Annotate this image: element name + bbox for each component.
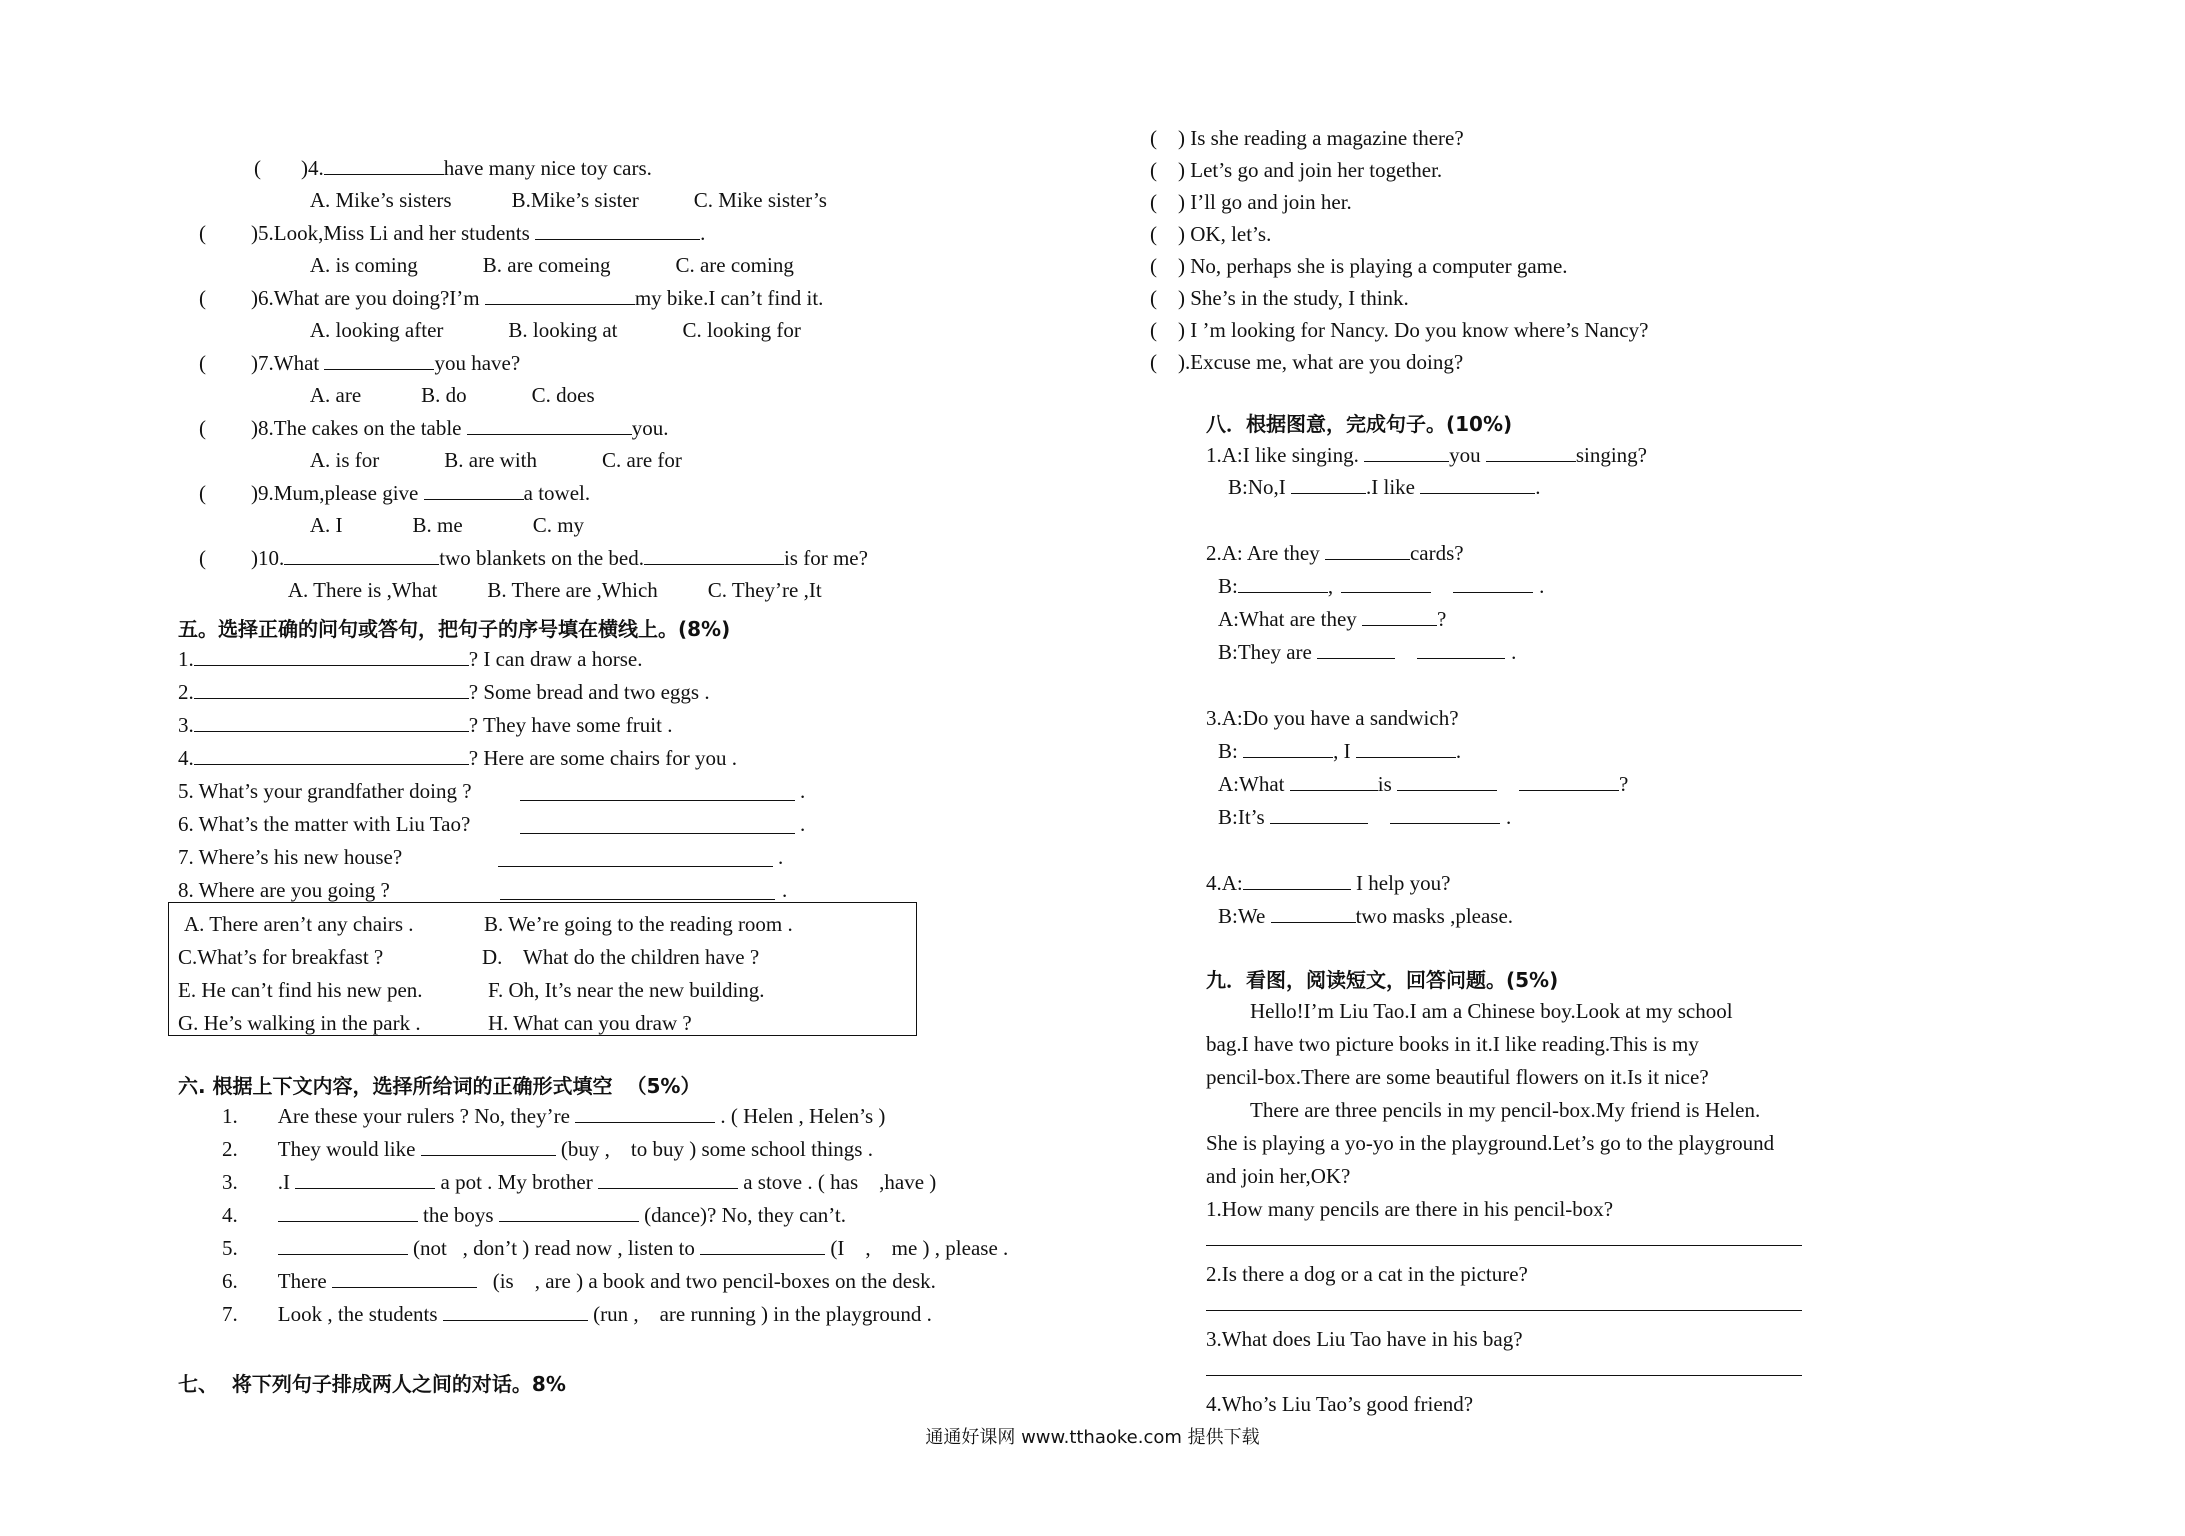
answer-blank[interactable] (1362, 605, 1437, 626)
dialogue-item-4: ( ) OK, let’s. (1150, 222, 1272, 246)
option-a: A. is for (309, 448, 380, 472)
question-number: 5. (222, 1236, 238, 1260)
period: . (778, 845, 784, 869)
dialogue-item-6: ( ) She’s in the study, I think. (1150, 286, 1409, 310)
answer-blank[interactable] (1397, 770, 1497, 791)
question-text-end: you. (631, 416, 669, 440)
passage-line-3: pencil-box.There are some beautiful flowers on it.Is it nice? (1206, 1065, 1709, 1089)
answer-blank[interactable] (1341, 572, 1431, 593)
box-option-g: G. He’s walking in the park . (178, 1011, 421, 1035)
s5-question-6 (178, 809, 470, 839)
s8-q4-a (1206, 868, 1450, 898)
passage-line-4: There are three pencils in my pencil-box.My friend is Helen. (1250, 1098, 1761, 1122)
question-number: 1. (178, 647, 194, 671)
answer-blank[interactable] (1356, 737, 1456, 758)
question-number: )10. (251, 546, 285, 570)
question-number: )9. (251, 481, 274, 505)
box-option-e: E. He can’t find his new pen. (178, 978, 423, 1002)
box-option-c: C.What’s for breakfast ? (178, 945, 384, 969)
question-number: )5. (251, 221, 274, 245)
paren: ( (199, 351, 206, 375)
period: . (800, 779, 806, 803)
answer-blank[interactable] (1364, 441, 1449, 462)
question-text: two blankets on the bed. (439, 546, 644, 570)
text: . (1511, 640, 1517, 664)
s8-q1-a (1206, 440, 1647, 470)
question-text: Where’s his new house? (198, 845, 403, 869)
dialogue-item-5: ( ) No, perhaps she is playing a computer game. (1150, 254, 1568, 278)
question-number: 7. (222, 1302, 238, 1326)
answer-blank[interactable] (278, 1234, 408, 1255)
text: 1.A:I like singing. (1206, 443, 1365, 467)
question-number: 2. (178, 680, 194, 704)
s5-question-7 (178, 842, 402, 872)
question-number: 1. (222, 1104, 238, 1128)
question-text-end: . (700, 221, 706, 245)
box-option-b: B. We’re going to the reading room . (484, 912, 793, 936)
question-number: )7. (251, 351, 274, 375)
text: I help you? (1350, 871, 1451, 895)
answer-blank[interactable] (575, 1102, 715, 1123)
text: . (1505, 805, 1512, 829)
s9-answer-1[interactable] (1206, 1245, 1802, 1246)
question-text: What (273, 351, 325, 375)
question-number: 7. (178, 845, 194, 869)
paren: ( (199, 286, 206, 310)
question-text-mid: a pot . My brother (435, 1170, 598, 1194)
paren: ( (199, 546, 206, 570)
question-number: )8. (251, 416, 274, 440)
option-b: B. are with (444, 448, 537, 472)
s8-q2-c (1218, 604, 1446, 634)
text: . (1455, 739, 1462, 763)
question-number: 3. (178, 713, 194, 737)
s8-q4-b (1218, 901, 1513, 931)
passage-line-6: and join her,OK? (1206, 1164, 1351, 1188)
answer-blank[interactable] (1390, 803, 1500, 824)
s6-question-1 (222, 1101, 885, 1131)
question-number: 4. (178, 746, 194, 770)
paren: ( (254, 156, 261, 180)
text: . (1539, 574, 1545, 598)
text: .I like (1366, 475, 1421, 499)
question-text-end: . ( Helen , Helen’s ) (715, 1104, 886, 1128)
s5-question-3 (178, 710, 672, 740)
s5-question-1 (178, 644, 643, 674)
question-text: Where are you going ? (198, 878, 390, 902)
option-a: A. is coming (309, 253, 418, 277)
section-8-title: 八．根据图意，完成句子。(10%) (1206, 412, 1513, 436)
question-number: )6. (251, 286, 274, 310)
question-text-end: a stove . ( has ,have ) (737, 1170, 937, 1194)
text: two masks ,please. (1355, 904, 1514, 928)
section-5-title: 五。选择正确的问句或答句，把句子的序号填在横线上。(8%) (178, 617, 731, 641)
s5-answer-6[interactable] (520, 833, 795, 834)
s6-question-4 (222, 1200, 846, 1230)
s5-answer-7[interactable] (498, 866, 773, 867)
text: is (1377, 772, 1397, 796)
question-text-end: (buy , to buy ) some school things . (555, 1137, 873, 1161)
dialogue-item-3: ( ) I’ll go and join her. (1150, 190, 1352, 214)
dialogue-item-7: ( ) I ’m looking for Nancy. Do you know where’s Nancy? (1150, 318, 1649, 342)
option-c: C. does (531, 383, 595, 407)
s5-answer-8[interactable] (500, 899, 775, 900)
text: cards? (1409, 541, 1464, 565)
question-number: 6. (178, 812, 194, 836)
question-text: What’s your grandfather doing ? (198, 779, 472, 803)
passage-line-2: bag.I have two picture books in it.I like reading.This is my (1206, 1032, 1699, 1056)
answer-blank[interactable] (1271, 902, 1356, 923)
passage-line-5: She is playing a yo-yo in the playground.Let’s go to the playground (1206, 1131, 1775, 1155)
s8-q3-c (1218, 769, 1628, 799)
s8-q3-b (1218, 736, 1461, 766)
question-text-end: (run , are running ) in the playground . (587, 1302, 932, 1326)
text: you (1449, 443, 1486, 467)
question-text-end: you have? (434, 351, 521, 375)
question-text: have many nice toy cars. (443, 156, 652, 180)
passage-line-1: Hello!I’m Liu Tao.I am a Chinese boy.Look at my school (1250, 999, 1733, 1023)
answer-blank[interactable] (1291, 473, 1366, 494)
text: . (1535, 475, 1541, 499)
s6-question-5 (222, 1233, 1008, 1263)
option-b: B. me (412, 513, 463, 537)
question-number: )4. (301, 156, 324, 180)
s9-question-3: 3.What does Liu Tao have in his bag? (1206, 1327, 1523, 1351)
paren: ( (199, 481, 206, 505)
section-6-title: 六. 根据上下文内容，选择所给词的正确形式填空 （5%） (178, 1074, 701, 1098)
text: ? (1619, 772, 1629, 796)
answer-blank[interactable] (194, 744, 469, 765)
question-text: .I (277, 1170, 296, 1194)
question-number: 4. (222, 1203, 238, 1227)
answer-blank[interactable] (278, 1201, 418, 1222)
answer-blank[interactable] (1238, 572, 1328, 593)
question-number: 8. (178, 878, 194, 902)
s5-answer-5[interactable] (520, 800, 795, 801)
question-text-mid: the boys (417, 1203, 499, 1227)
box-option-a: A. There aren’t any chairs . (184, 912, 414, 936)
question-text: The cakes on the table (273, 416, 467, 440)
answer-blank[interactable] (1243, 737, 1333, 758)
period: . (782, 878, 788, 902)
answer-blank[interactable] (1317, 638, 1395, 659)
question-number: 3. (222, 1170, 238, 1194)
question-number: 5. (178, 779, 194, 803)
answer-blank[interactable] (295, 1168, 435, 1189)
question-text-end: is for me? (783, 546, 868, 570)
option-a: A. I (309, 513, 343, 537)
answer-blank[interactable] (421, 1135, 556, 1156)
option-a: A. There is ,What (287, 578, 438, 602)
s8-q2-d (1218, 637, 1516, 667)
s5-question-2 (178, 677, 710, 707)
box-option-h: H. What can you draw ? (488, 1011, 692, 1035)
answer-blank[interactable] (1270, 803, 1368, 824)
text: , (1327, 574, 1334, 598)
answer-blank[interactable] (1243, 869, 1351, 890)
question-number: 6. (222, 1269, 238, 1293)
s5-question-5 (178, 776, 472, 806)
s6-question-6 (222, 1266, 936, 1296)
answer-blank[interactable] (1417, 638, 1505, 659)
text: B: (1218, 739, 1244, 763)
s8-q2-a (1206, 538, 1464, 568)
option-b: B. do (421, 383, 467, 407)
s6-question-7 (222, 1299, 932, 1329)
text: ? (1437, 607, 1447, 631)
question-text-end: (I , me ) , please . (825, 1236, 1009, 1260)
period: . (800, 812, 806, 836)
question-text: Look,Miss Li and her students (273, 221, 536, 245)
text: 4.A: (1206, 871, 1243, 895)
s8-q2-b (1218, 571, 1544, 601)
question-text: Look , the students (277, 1302, 443, 1326)
question-text: What’s the matter with Liu Tao? (198, 812, 471, 836)
answer-blank-2[interactable] (700, 1234, 825, 1255)
question-text: There (277, 1269, 332, 1293)
answer-blank[interactable] (1453, 572, 1533, 593)
option-c: C. are for (602, 448, 682, 472)
s9-answer-2[interactable] (1206, 1310, 1802, 1311)
option-a: A. are (309, 383, 362, 407)
s8-q3-d (1218, 802, 1511, 832)
text: B: (1218, 574, 1238, 598)
text: B:No,I (1228, 475, 1291, 499)
question-text-end: my bike.I can’t find it. (634, 286, 824, 310)
option-b: B.Mike’s sister (511, 188, 639, 212)
s6-question-3 (222, 1167, 936, 1197)
question-text: Are these your rulers ? No, they’re (277, 1104, 576, 1128)
s8-q1-b (1228, 472, 1540, 502)
option-b: B. There are ,Which (487, 578, 658, 602)
answer-blank[interactable] (1519, 770, 1619, 791)
question-number: 2. (222, 1137, 238, 1161)
option-a: A. looking after (309, 318, 444, 342)
option-c: C. looking for (682, 318, 801, 342)
dialogue-item-2: ( ) Let’s go and join her together. (1150, 158, 1443, 182)
s6-question-2 (222, 1134, 873, 1164)
s5-question-8 (178, 875, 390, 905)
answer-blank[interactable] (194, 711, 469, 732)
question-text: ? I can draw a horse. (468, 647, 643, 671)
text: singing? (1575, 443, 1647, 467)
question-text: Mum,please give (273, 481, 424, 505)
question-text-mid: (not , don’t ) read now , listen to (407, 1236, 701, 1260)
question-text: ? They have some fruit . (468, 713, 673, 737)
option-c: C. are coming (675, 253, 794, 277)
text: A:What (1218, 772, 1290, 796)
paren: ( (199, 416, 206, 440)
dialogue-item-1: ( ) Is she reading a magazine there? (1150, 126, 1464, 150)
answer-blank-2[interactable] (598, 1168, 738, 1189)
answer-blank[interactable] (1486, 441, 1576, 462)
s9-question-2: 2.Is there a dog or a cat in the picture? (1206, 1262, 1528, 1286)
dialogue-item-8: ( ).Excuse me, what are you doing? (1150, 350, 1464, 374)
answer-blank[interactable] (194, 678, 469, 699)
question-text: They would like (277, 1137, 421, 1161)
option-b: B. looking at (508, 318, 618, 342)
option-c: C. my (532, 513, 585, 537)
answer-blank[interactable] (194, 645, 469, 666)
answer-blank[interactable] (1325, 539, 1410, 560)
answer-blank[interactable] (332, 1267, 477, 1288)
s9-answer-3[interactable] (1206, 1375, 1802, 1376)
s9-question-1: 1.How many pencils are there in his pencil-box? (1206, 1197, 1614, 1221)
section-9-title: 九．看图，阅读短文，回答问题。(5%) (1206, 968, 1559, 992)
question-text: ? Here are some chairs for you . (468, 746, 737, 770)
answer-blank[interactable] (443, 1300, 588, 1321)
text: 2.A: Are they (1206, 541, 1325, 565)
box-option-d: D. What do the children have ? (482, 945, 760, 969)
box-option-f: F. Oh, It’s near the new building. (488, 978, 765, 1002)
s8-q3-a: 3.A:Do you have a sandwich? (1206, 706, 1459, 730)
question-text-end: (is , are ) a book and two pencil-boxes on the desk. (476, 1269, 936, 1293)
section-7-title: 七、 将下列句子排成两人之间的对话。8% (178, 1372, 566, 1396)
s5-question-4 (178, 743, 737, 773)
question-text-end: (dance)? No, they can’t. (638, 1203, 847, 1227)
answer-blank-2[interactable] (499, 1201, 639, 1222)
answer-blank[interactable] (1420, 473, 1535, 494)
option-b: B. are comeing (482, 253, 611, 277)
question-text: What are you doing?I’m (273, 286, 485, 310)
text: A:What are they (1218, 607, 1363, 631)
text: B:They are (1218, 640, 1318, 664)
paren: ( (199, 221, 206, 245)
question-text-end: a towel. (523, 481, 591, 505)
option-a: A. Mike’s sisters (309, 188, 452, 212)
answer-blank[interactable] (1290, 770, 1378, 791)
text: B:We (1218, 904, 1271, 928)
s9-question-4: 4.Who’s Liu Tao’s good friend? (1206, 1392, 1474, 1416)
question-text: ? Some bread and two eggs . (468, 680, 710, 704)
footer-credit: 通通好课网 www.tthaoke.com 提供下载 (925, 1427, 1260, 1448)
option-c: C. Mike sister’s (693, 188, 827, 212)
text: B:It’s (1218, 805, 1270, 829)
text: , I (1333, 739, 1356, 763)
option-c: C. They’re ,It (707, 578, 822, 602)
